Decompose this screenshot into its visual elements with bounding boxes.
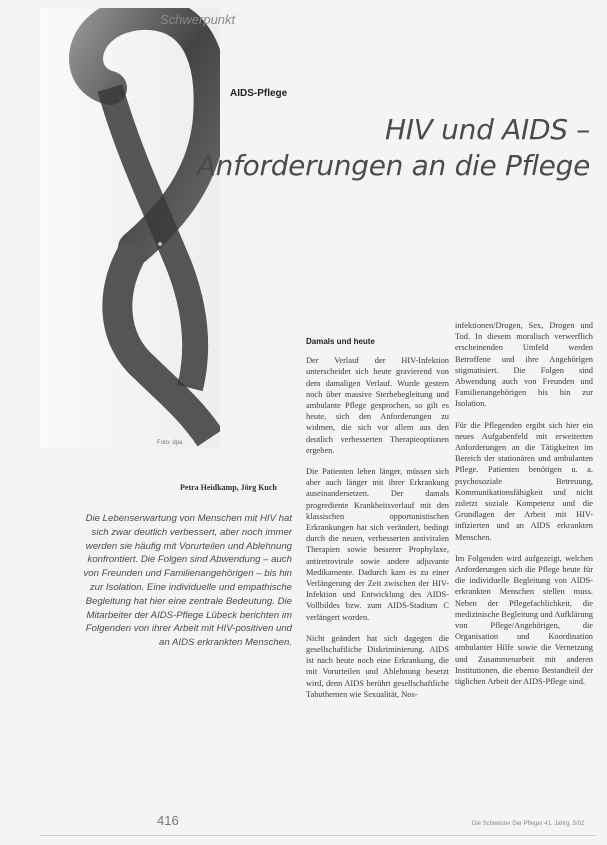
paragraph: infektionen/Drogen, Sex, Drogen und Tod. In diesem moralisch verwerflich erscheinenden Umfeld werden Betroffene und ihre Angehörigen stigmatisiert. Die Folgen sind Abwendung auch von Freunden und Familienangehörigen bis hin zur Isolation. [455,321,593,409]
paragraph: Nicht geändert hat sich dagegen die gesellschaftliche Diskriminierung. AIDS ist nach heute noch eine Erkrankung, die mit Vorurteilen und Ablehnung besetzt wird, denn AIDS berührt gesellschaftliche Tabuthemen wie Sexualität, Nos- [306,633,449,699]
paragraph: Im Folgenden wird aufgezeigt, welchen Anforderungen sich die Pflege heute für die individuelle Begleitung von AIDS-erkrankten Menschen stellen muss. Neben der Pflegefachlichkeit, die medizinische Begleitung und Aufklärung von Pflege/Angehörigen, die Organisation und Koordination ambulanter Hilfe sowie die Vernetzung und Zusammenarbeit mit anderen Institutionen, die ebenso Bestandteil der täglichen Arbeit der AIDS-Pflege sind. [455,553,593,687]
paragraph: Für die Pflegenden ergibt sich hier ein neues Aufgabenfeld mit erweiterten Anforderungen an die Tätigkeiten im Bereich der stationären und ambulanten Pflege. Patienten benötigen u. a. psychosoziale Betreuung, Kommunikationsfähigkeit und nicht zuletzt soziale Kompetenz und die Grundlagen der Arbeit mit HIV-infizierten und an AIDS erkrankten Menschen. [455,420,593,542]
red-ribbon-image [40,8,220,448]
journal-footer: Die Schwester Der Pfleger 41. Jahrg. 5/02 [472,821,585,827]
article-lead: Die Lebenserwartung von Menschen mit HIV hat sich zwar deutlich verbessert, aber noch immer werden sie häufig mit Vorurteilen und Ablehnung konfrontiert. Die Folgen sind Abwendung – auch von Freunden und Familienangehörigen – bis hin zur Isolation. Eine individuelle und empathische Begleitung hat hier eine zentrale Bedeutung. Die Mitarbeiter der AIDS-Pflege Lübeck berichten im Folgenden von ihrer Arbeit mit HIV-positiven und an AIDS erkrankten Menschen. [83,513,292,649]
article-authors: Petra Heidkamp, Jörg Kuch [180,483,277,492]
paragraph: Der Verlauf der HIV-Infektion unterscheidet sich heute gravierend von dem damaligen Verlauf. Wurde gestern noch über massive Sterbebegleitung und ambulante Pflege gesprochen, so gilt es heute, sich den Anforderungen zu widmen, die sich vor allem aus den deutlich verbesserten Therapieoptionen ergeben. [306,356,449,455]
text-column-1 [306,336,449,710]
article-title [190,112,590,184]
page-number: 416 [157,813,179,828]
title-line-2: Anforderungen an die Pflege [196,149,590,182]
paragraph: Die Patienten leben länger, müssen sich aber auch länger mit ihrer Erkrankung auseinandersetzen. Der damals progrediente Krankheitsverlauf mit den klassischen opportunistischen Erkrankungen hat sich verändert, bedingt durch die neuen, verbesserten antiviralen Therapien sowie besserer Prophylaxe, antiretrovirale sowie andere adjuvante Medikamente. Dadurch kam es zu einer Verlängerung der Zeit zwischen der HIV-Infektion und Entwicklung des AIDS-Vollbildes bzw. zum AIDS-Stadium C verlängert worden. [306,467,449,622]
text-column-2 [455,320,593,697]
photo-credit: Foto: dpa [157,440,183,446]
ribbon-photo [40,8,220,448]
footer-rule [40,835,595,836]
article-kicker: AIDS-Pflege [230,88,288,99]
title-line-1: HIV und AIDS – [385,113,590,146]
section-label: Schwerpunkt [160,12,236,27]
section-heading: Damals und heute [306,337,375,346]
